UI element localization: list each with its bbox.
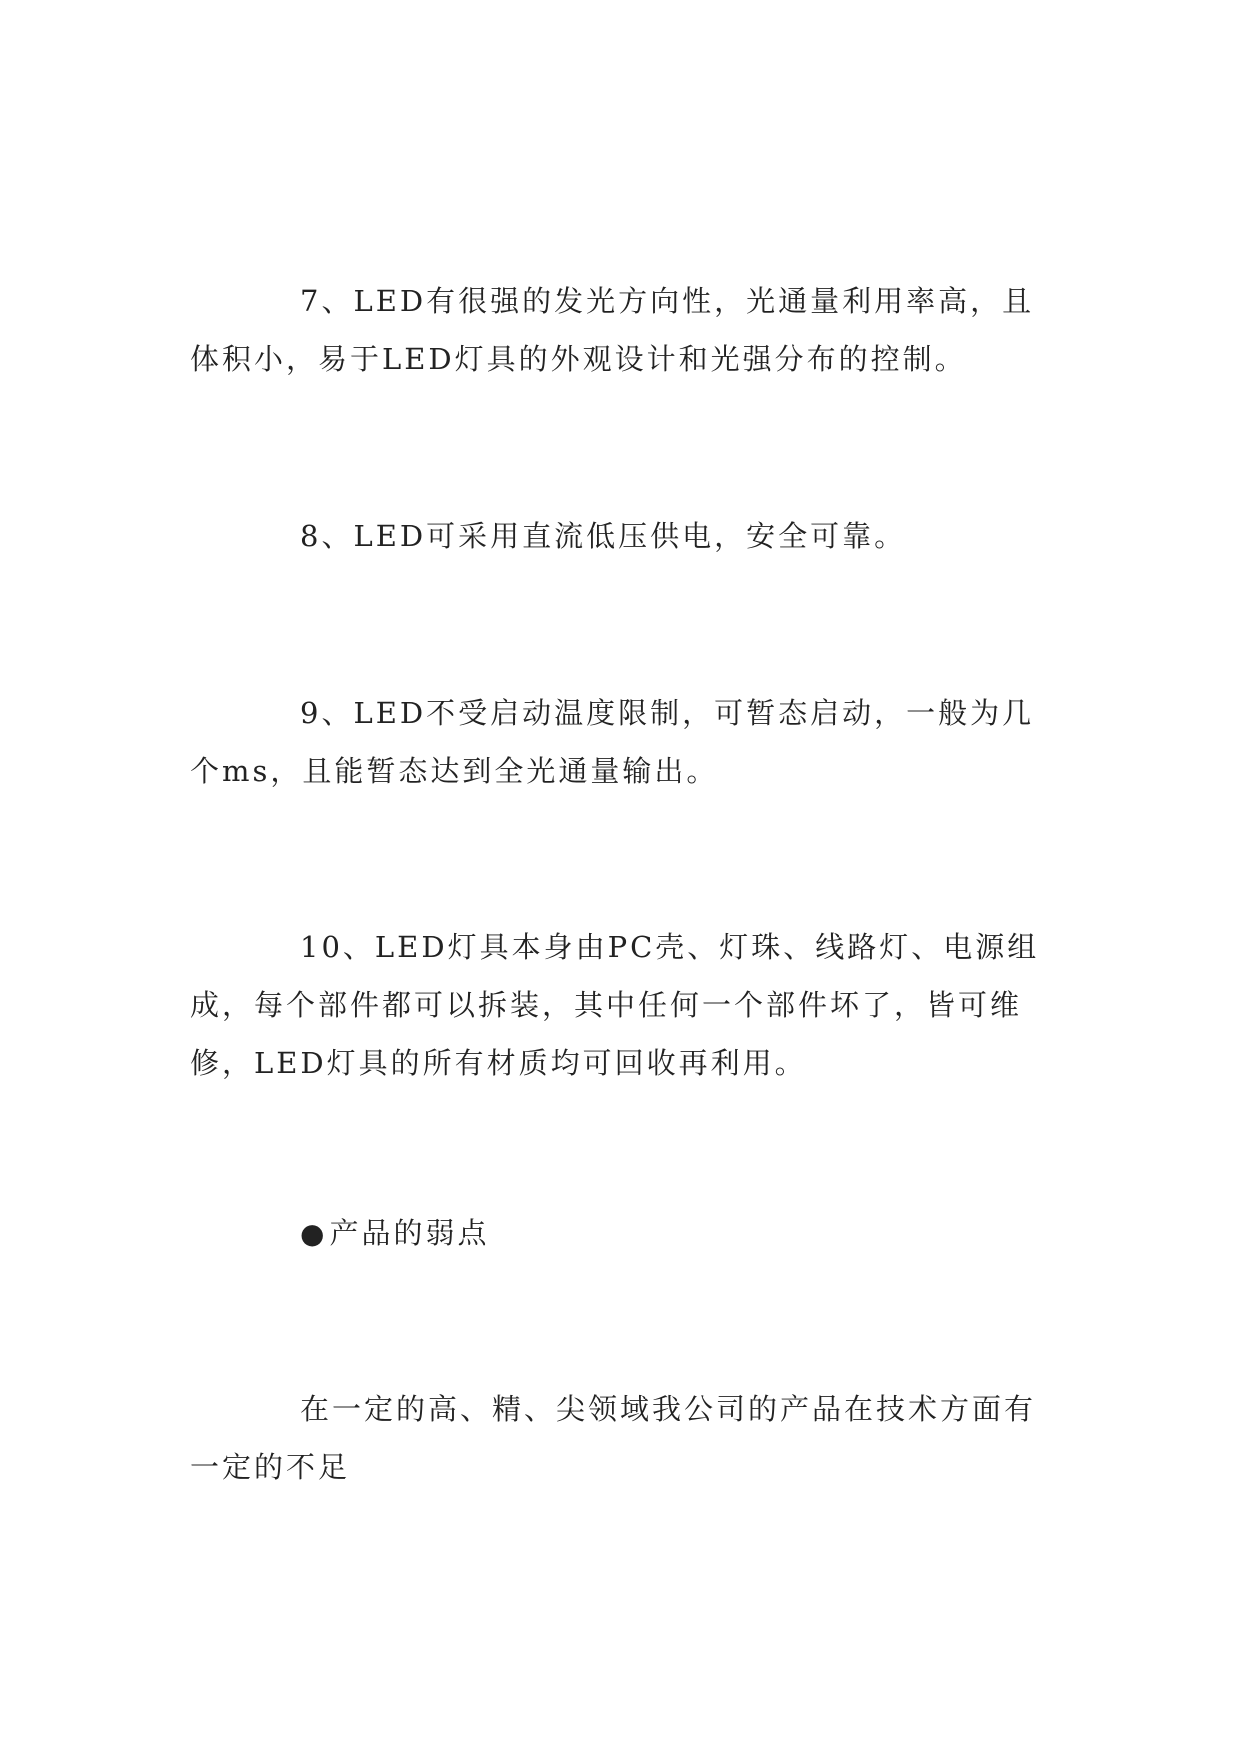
paragraph-7: 7、LED有很强的发光方向性，光通量利用率高，且体积小，易于LED灯具的外观设计和光强分布的控制。	[190, 284, 1035, 376]
section-heading	[300, 1204, 489, 1263]
section-title: 产品的弱点	[329, 1216, 490, 1250]
bullet-icon: ●	[300, 1217, 328, 1250]
paragraph-8: 8、LED可采用直流低压供电，安全可靠。	[300, 519, 907, 553]
section-body: 在一定的高、精、尖领域我公司的产品在技术方面有一定的不足	[190, 1392, 1037, 1484]
paragraph-9: 9、LED不受启动温度限制，可暂态启动，一般为几个ms，且能暂态达到全光通量输出。	[190, 696, 1035, 788]
paragraph-10: 10、LED灯具本身由PC壳、灯珠、线路灯、电源组成，每个部件都可以拆装，其中任何一个部件坏了，皆可维修，LED灯具的所有材质均可回收再利用。	[190, 930, 1040, 1080]
